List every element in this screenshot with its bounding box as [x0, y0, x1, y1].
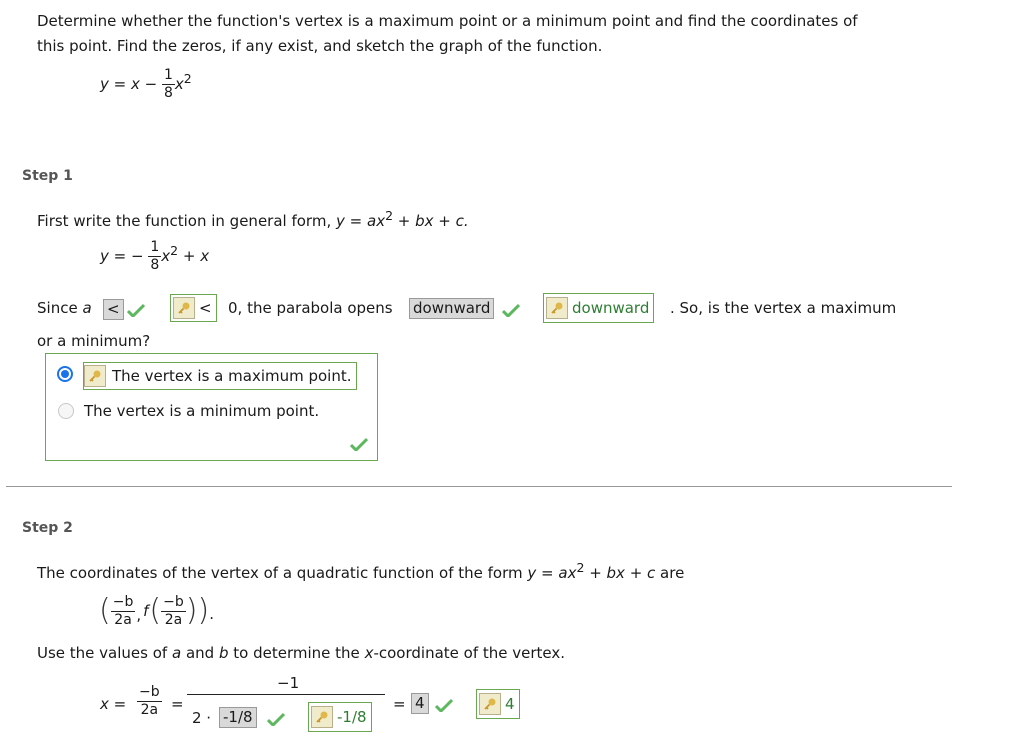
- key-icon: [546, 297, 568, 319]
- step-1-intro: First write the function in general form, $y = ax^2$ + bx + c.: [37, 208, 469, 230]
- correct-check-icon: [350, 437, 368, 451]
- calc-numerator: −1: [277, 674, 300, 692]
- step-1-equation: y = − $\frac{1}{8}$ $x^2 + x$: [100, 239, 210, 273]
- correct-check-icon: [502, 303, 520, 317]
- fraction-bar: [187, 694, 385, 695]
- key-icon: [311, 706, 333, 728]
- correct-check-icon: [267, 712, 285, 726]
- paren-left: (: [149, 593, 162, 628]
- equals-sign: =: [393, 695, 406, 713]
- problem-line-1: Determine whether the function's vertex is a maximum point or a minimum point and find the coordinates of: [37, 12, 858, 30]
- answer-key-direction[interactable]: downward: [543, 293, 654, 323]
- eq-fraction: $\frac{1}{8}$: [150, 239, 160, 273]
- eq-fraction: $\frac{1}{8}$: [163, 67, 173, 101]
- answer-key-option: [83, 362, 357, 390]
- problem-equation: y = x − $\frac{1}{8}$ $x^2$: [100, 67, 192, 101]
- period: .: [209, 605, 214, 623]
- answer-key-fraction[interactable]: -1/8: [308, 702, 372, 732]
- vertex-question-text: . So, is the vertex a maximum: [670, 299, 897, 317]
- comma: ,: [136, 606, 142, 624]
- neg-b-over-2a: $\frac{-b}{2a}$: [139, 684, 160, 718]
- since-label: Since a: [37, 299, 92, 317]
- eq-lhs: y = x −: [100, 75, 158, 93]
- answer-key-inequality[interactable]: <: [170, 294, 217, 322]
- key-icon: [84, 365, 106, 387]
- step-2-intro: The coordinates of the vertex of a quadratic function of the form $y = ax^2$ + bx + c are: [37, 560, 685, 582]
- option-minimum-label: The vertex is a minimum point.: [84, 402, 320, 420]
- step-2-title: Step 2: [22, 520, 73, 536]
- correct-check-icon: [127, 303, 145, 317]
- parabola-opens-text: 0, the parabola opens: [228, 299, 393, 317]
- answer-fraction[interactable]: -1/8: [219, 707, 257, 728]
- answer-key-value[interactable]: 4: [476, 689, 520, 719]
- radio-minimum[interactable]: [58, 403, 74, 419]
- vertex-formula: ( $\frac{-b}{2a}$ , f ( $\frac{-b}{2a}$ ) ) .: [99, 593, 214, 628]
- paren-left: (: [99, 593, 111, 628]
- x-equals-label: x =: [100, 695, 127, 713]
- answer-inequality[interactable]: <: [103, 299, 124, 320]
- vertex-x-fraction: $\frac{-b}{2a}$: [112, 593, 134, 628]
- two-times: 2 ·: [192, 709, 212, 727]
- vertex-question-text-2: or a minimum?: [37, 332, 151, 350]
- option-maximum-label: The vertex is a maximum point.: [112, 367, 352, 385]
- answer-direction[interactable]: downward: [409, 298, 494, 319]
- step-2-instruction: Use the values of a and b to determine the x-coordinate of the vertex.: [37, 644, 566, 662]
- answer-value[interactable]: 4: [411, 693, 429, 714]
- vertex-x-fraction: $\frac{-b}{2a}$: [163, 593, 184, 628]
- step-divider: [6, 486, 952, 487]
- key-icon: [479, 693, 501, 715]
- problem-line-2: this point. Find the zeros, if any exist, and sketch the graph of the function.: [37, 37, 603, 55]
- paren-right: ): [185, 593, 198, 628]
- key-icon: [173, 297, 195, 319]
- paren-right: ): [197, 593, 210, 628]
- correct-check-icon: [435, 698, 453, 712]
- equals-sign: =: [171, 695, 184, 713]
- radio-maximum[interactable]: [57, 366, 73, 382]
- step-1-title: Step 1: [22, 168, 73, 184]
